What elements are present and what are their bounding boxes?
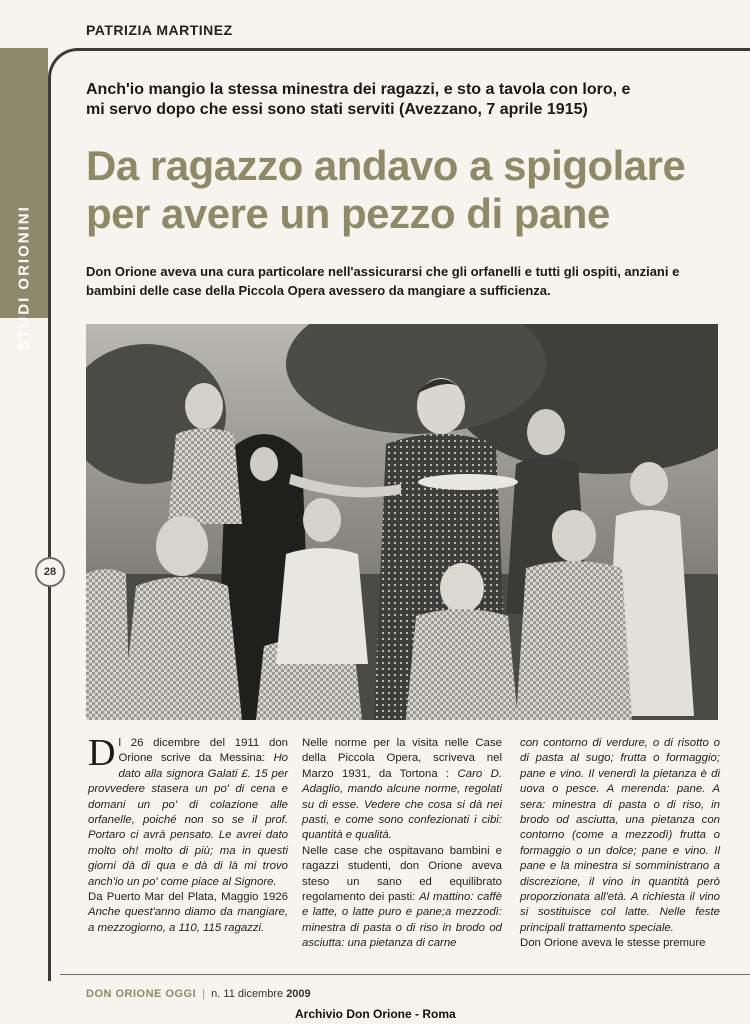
quoted-text: con contorno di verdure, o di risotto o di pasta al sugo; frutta o formaggio; pane e vino. Il venerdì la pietanza è di uova o pesce. A merenda: pane. A sera: minestra di pasta o di riso, in brodo od asciutta, una pietanza con contorno (come a mezzodì) frutta o formaggio o un dolce; pane e vino. Il pane e la minestra si somministrano a discrezione, il vino in quantità però proporzionata all'età. A richiesta il vino si sostituisce col latte. Nelle feste principali trattamento speciale. [520,737,720,934]
article-lede: Don Orione aveva una cura particolare nell'assicurarsi che gli orfanelli e tutti gli ospiti, anziani e bambini delle case della Piccola Opera avessero da mangiare a sufficienza. [86,264,680,298]
archive-caption: Archivio Don Orione - Roma [295,1007,456,1021]
paragraph [302,844,502,952]
text-run: Da Puerto Mar del Plata, Maggio 1926 [88,891,288,904]
text-run: Nelle norme per la visita nelle Case della Piccola Opera, scriveva nel Marzo 1931, da Tortona : [302,737,502,780]
footer-separator: | [202,988,206,1000]
page-footer [86,988,311,1000]
page-number: 28 [35,557,65,587]
quoted-text: Al mattino: caffè e latte, o latte puro e pane;a mezzodì: minestra di pasta o di riso in brodo od asciutta: una pietanza di carne [302,891,502,950]
section-sidebar [0,48,48,351]
quoted-text: Anche quest'anno diamo da mangiare, a mezzogiorno, a 110, 115 ragazzi. [88,906,288,934]
text-run: l 26 dicembre del 1911 don Orione scrive da Messina: [118,737,288,765]
section-label: STUDI ORIONINI [15,205,33,351]
text-run: Nelle case che ospitavano bambini e ragazzi studenti, don Orione aveva steso un sano ed equilibrato regolamento dei pasti: [302,844,502,904]
article-title: Da ragazzo andavo a spigolare per avere un pezzo di pane [86,142,686,237]
drop-cap: D [88,732,116,774]
text-column-3 [520,736,720,952]
paragraph [520,736,720,936]
paragraph [302,736,502,844]
issue-label: n. 11 dicembre [211,988,287,1000]
historical-photo [86,324,718,720]
photo-illustration [86,324,718,720]
pull-quote: Anch'io mangio la stessa minestra dei ragazzi, e sto a tavola con loro, e mi servo dopo che essi sono stati serviti (Avezzano, 7 aprile 1915) [86,81,631,118]
text-run: Don Orione aveva le stesse premure [520,937,706,950]
paragraph [88,890,288,936]
quoted-text: Ho dato alla signora Galati £. 15 per provvedere stasera un po' di cena e domani un po' di colazione alle orfanelle, poiché non so se il prof. Portaro ci avrà pensato. Le avrei dato molto oh! molto di più; ma in questi giorni dà di qua e dà di là mi trovo anch'io un po' come piace al Signore. [88,752,288,888]
magazine-brand: DON ORIONE OGGI [86,988,197,1000]
frame-bottom-rule [60,974,750,975]
paragraph [88,732,288,890]
text-column-1 [88,732,288,936]
paragraph [520,936,720,951]
text-column-2 [302,736,502,952]
issue-year: 2009 [286,988,311,1000]
quoted-text: Caro D. Adaglio, mando alcune norme, regolati su di esse. Vedere che cosa si dà nei pasti, e come sono confezionati i cibi: quantità e qualità. [302,767,502,842]
author-name: PATRIZIA MARTINEZ [86,22,233,38]
